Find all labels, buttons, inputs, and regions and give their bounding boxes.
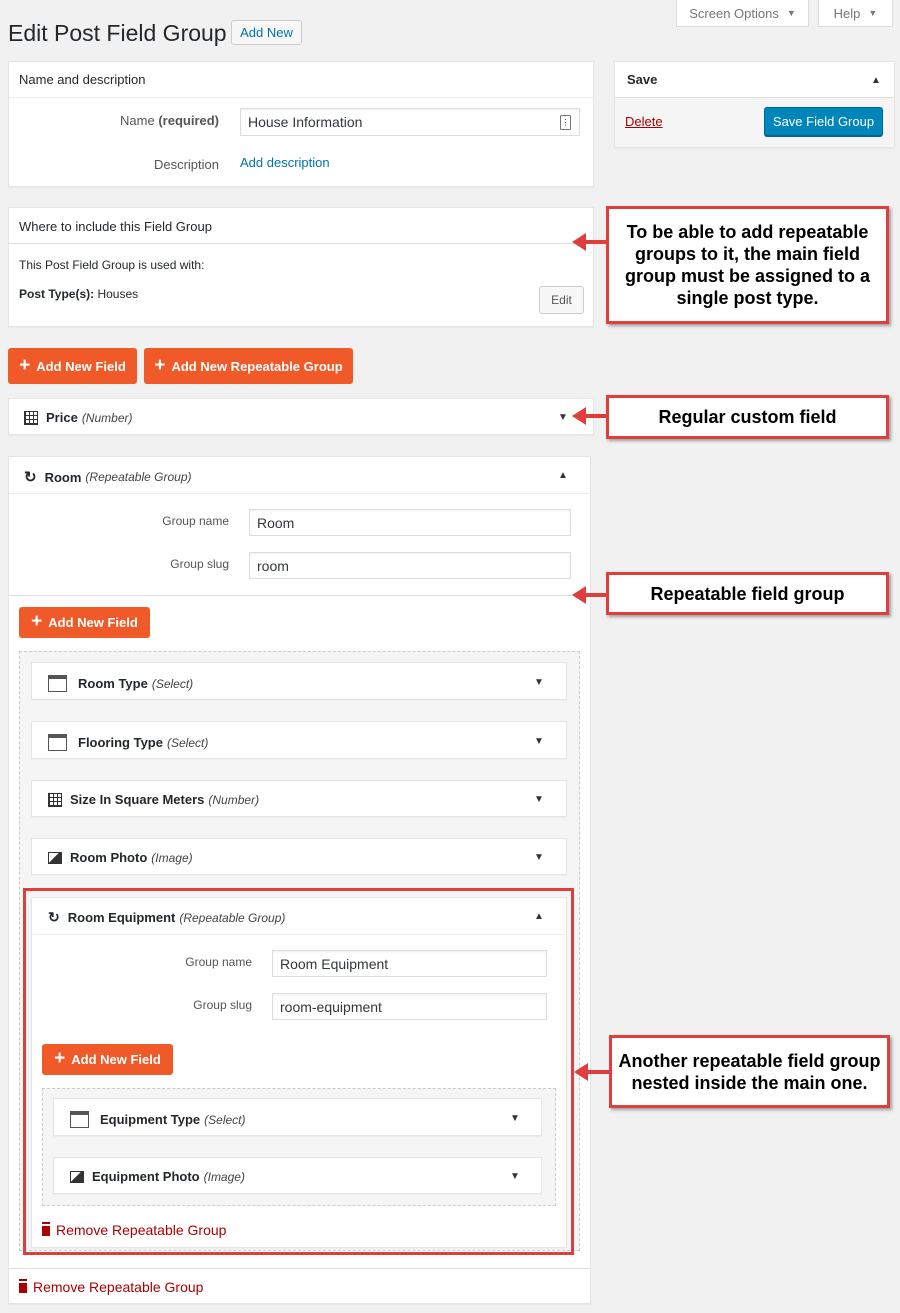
edit-button[interactable]: Edit [539, 286, 584, 314]
room-add-new-field-button[interactable]: + Add New Field [19, 607, 150, 638]
refresh-icon: ↻ [24, 469, 37, 486]
description-label: Description [153, 157, 219, 172]
box-header: Where to include this Field Group [19, 219, 212, 234]
save-box [614, 61, 895, 148]
add-new-field-button[interactable]: + Add New Field [8, 348, 137, 384]
arrow-left-icon [570, 404, 610, 428]
caret-down-icon: ▼ [786, 8, 796, 18]
divider [9, 1268, 590, 1269]
calculator-icon [48, 793, 62, 807]
caret-down-icon[interactable]: ▼ [534, 677, 544, 688]
field-type: (Number) [208, 792, 260, 807]
help-button[interactable] [818, 0, 893, 27]
screen-options-label: Screen Options [689, 5, 779, 21]
group-name: Room Equipment [67, 910, 176, 925]
field-type: (Select) [151, 676, 194, 691]
add-repeatable-group-button[interactable]: + Add New Repeatable Group [144, 348, 353, 384]
divider [9, 243, 593, 244]
arrow-left-icon [570, 583, 610, 607]
field-name: Equipment Type [100, 1112, 201, 1127]
autofill-icon: ⋮ [560, 115, 571, 130]
callout-regular: Regular custom field [606, 395, 889, 439]
screen-options-button[interactable] [676, 0, 809, 27]
name-description-box [8, 61, 594, 187]
caret-up-icon[interactable]: ▲ [534, 911, 544, 922]
group-slug-label: Group slug [170, 557, 229, 571]
field-row-price[interactable] [8, 398, 594, 435]
arrow-left-icon [572, 1060, 612, 1084]
field-row-flooring-type[interactable] [31, 721, 567, 759]
used-with-text: This Post Field Group is used with: [19, 258, 205, 272]
where-include-box [8, 207, 594, 327]
caret-up-icon[interactable]: ▲ [558, 470, 568, 481]
callout-post-type: To be able to add repeatable groups to it, the main field group must be assigned to a single post type. [606, 206, 889, 324]
room-repeatable-group [8, 456, 591, 1304]
delete-link[interactable]: Delete [625, 114, 663, 129]
field-type: (Number) [81, 410, 133, 425]
room-remove-group-link[interactable]: Remove Repeatable Group [19, 1279, 203, 1295]
field-name: Room Type [78, 676, 148, 691]
field-name: Flooring Type [78, 735, 163, 750]
caret-down-icon[interactable]: ▼ [534, 736, 544, 747]
group-slug-input[interactable]: room-equipment [272, 993, 547, 1020]
caret-up-icon[interactable]: ▲ [871, 75, 881, 86]
caret-down-icon[interactable]: ▼ [558, 412, 568, 423]
select-icon [48, 734, 67, 751]
caret-down-icon[interactable]: ▼ [510, 1171, 520, 1182]
group-name-input[interactable]: Room Equipment [272, 950, 547, 977]
plus-icon: + [54, 1048, 66, 1069]
help-label: Help [833, 5, 861, 21]
plus-icon: + [31, 611, 43, 632]
field-row-room-type[interactable] [31, 662, 567, 700]
page-title: Edit Post Field Group [8, 20, 227, 46]
group-name: Room [44, 469, 82, 485]
trash-icon [19, 1281, 27, 1293]
group-name-input[interactable]: Room [249, 509, 571, 536]
callout-nested: Another repeatable field group nested inside the main one. [609, 1035, 890, 1108]
save-field-group-button[interactable]: Save Field Group [764, 107, 883, 136]
add-new-button[interactable]: Add New [231, 20, 302, 45]
caret-down-icon[interactable]: ▼ [534, 794, 544, 805]
box-header: Name and description [19, 72, 146, 87]
field-type: (Select) [204, 1112, 246, 1127]
divider [9, 493, 590, 494]
field-name: Price [46, 410, 78, 425]
group-type: (Repeatable Group) [179, 910, 286, 925]
field-name: Equipment Photo [92, 1169, 200, 1184]
plus-icon: + [154, 354, 166, 376]
field-name: Room Photo [70, 850, 148, 865]
callout-repeatable: Repeatable field group [606, 572, 889, 615]
field-row-room-photo[interactable] [31, 838, 567, 875]
equipment-add-new-field-button[interactable]: + Add New Field [42, 1044, 173, 1075]
group-type: (Repeatable Group) [85, 470, 192, 484]
image-icon [48, 852, 62, 864]
field-type: (Image) [151, 850, 193, 865]
group-slug-label: Group slug [193, 998, 252, 1012]
plus-icon: + [19, 354, 31, 376]
name-input[interactable] [240, 108, 580, 136]
nested-group-highlight [23, 888, 574, 1255]
select-icon [48, 675, 67, 692]
add-description-link[interactable]: Add description [240, 155, 330, 170]
field-type: (Select) [166, 735, 209, 750]
post-types-line: Post Type(s): Houses [19, 287, 139, 301]
refresh-icon: ↻ [48, 909, 60, 925]
field-row-size[interactable] [31, 780, 567, 817]
caret-down-icon[interactable]: ▼ [510, 1113, 520, 1124]
divider [9, 595, 590, 596]
caret-down-icon[interactable]: ▼ [534, 852, 544, 863]
calculator-icon [24, 411, 38, 425]
save-box-header: Save [627, 72, 658, 87]
caret-down-icon: ▼ [868, 8, 878, 18]
name-label: Name (required) [120, 113, 219, 128]
arrow-left-icon [570, 230, 610, 254]
group-name-label: Group name [185, 955, 252, 969]
field-name: Size In Square Meters [70, 792, 205, 807]
equipment-remove-group-link[interactable]: Remove Repeatable Group [42, 1222, 226, 1238]
group-name-label: Group name [162, 514, 229, 528]
divider [9, 97, 593, 98]
field-type: (Image) [203, 1169, 245, 1184]
group-slug-input[interactable]: room [249, 552, 571, 579]
name-input-value: House Information [248, 114, 363, 130]
